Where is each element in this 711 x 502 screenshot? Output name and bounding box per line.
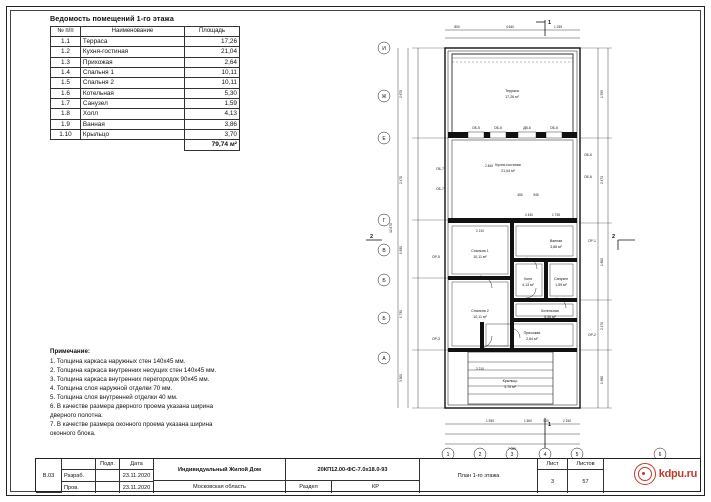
svg-text:2: 2 (478, 452, 482, 458)
room-label-wc: Санузел (554, 277, 568, 281)
opening-tag: ОР-2 (588, 333, 596, 337)
listov-label: Листов (568, 459, 604, 470)
table-row (51, 99, 240, 109)
dim-left: 2 470 (399, 176, 403, 184)
note-item: оконного блока. (50, 429, 96, 437)
row-area: 10,11 (185, 67, 240, 77)
row-area: 10,11 (185, 78, 240, 88)
object-name: Индивидуальный Жилой Дом (154, 459, 286, 481)
room-area-hall: 4,13 м² (522, 283, 534, 287)
row-name: Холл (80, 109, 184, 119)
date-header: Дата (120, 459, 154, 470)
table-header-row (51, 27, 240, 37)
dim-left: 3 300 (399, 374, 403, 382)
listov-value: 57 (568, 470, 604, 493)
section-mark-2-left: 2 (370, 234, 374, 240)
row-no: 1.5 (51, 78, 81, 88)
dim-bottom: 500 (543, 419, 549, 423)
schedule-title: Ведомость помещений 1-го этажа (50, 14, 174, 23)
sign-prov (96, 482, 120, 493)
row-name: Санузел (80, 99, 184, 109)
opening-tag: ОБ-5 (494, 126, 502, 130)
dim-top: 1 235 (554, 25, 562, 29)
svg-text:Б: Б (382, 278, 386, 284)
section-mark-1-bottom: 1 (548, 422, 552, 428)
note-item: 6. В качестве размера дверного проема указана ширина (50, 402, 214, 410)
notes-list (50, 358, 300, 439)
table-row (51, 119, 240, 129)
table-row (51, 36, 240, 46)
row-name: Спальня 1 (80, 67, 184, 77)
dim-inner: 2 430 (525, 213, 533, 217)
svg-text:3: 3 (510, 452, 514, 458)
floor-plan (360, 18, 690, 458)
room-area-porch: 3,70 м² (504, 385, 516, 389)
row-area: 2,64 (185, 57, 240, 67)
svg-text:Г: Г (382, 218, 386, 224)
svg-text:5: 5 (575, 452, 579, 458)
project-code: 20КП12.00-ФС-7.0х18.0-93 (286, 459, 420, 481)
room-label-kitchen: Кухня-гостиная (495, 163, 521, 167)
header-name: Наименование (80, 27, 184, 37)
role-razrab: Разраб. (62, 470, 96, 482)
svg-text:Б: Б (382, 316, 386, 322)
dim-left: 1 630 (399, 246, 403, 254)
room-label-boiler: Котельная (541, 309, 559, 313)
row-no: 1.4 (51, 67, 81, 77)
dim-left: 2 670 (399, 90, 403, 98)
table-row (51, 78, 240, 88)
opening-tag: ОР-5 (432, 255, 440, 259)
row-area: 17,26 (185, 36, 240, 46)
row-no: 1.2 (51, 47, 81, 57)
row-name: Терраса (80, 36, 184, 46)
svg-text:Ж: Ж (381, 94, 387, 100)
row-area: 3,86 (185, 119, 240, 129)
sheet-title: План 1-го этажа (420, 459, 538, 493)
room-area-kitchen: 21,04 м² (501, 169, 515, 173)
row-no: 1.8 (51, 109, 81, 119)
section-mark-2-right: 2 (612, 234, 616, 240)
date-razrab: 23.11.2020 (120, 470, 154, 482)
svg-text:4: 4 (543, 452, 547, 458)
room-schedule (50, 14, 240, 151)
opening-tag: ДВ-6 (523, 126, 531, 130)
dim-left-total: 12 670 (389, 223, 393, 233)
table-row (51, 47, 240, 57)
row-area: 21,04 (185, 47, 240, 57)
row-no: 1.9 (51, 119, 81, 129)
row-name: Прихожая (80, 57, 184, 67)
title-block (35, 458, 701, 492)
dim-top: 800 (454, 25, 460, 29)
row-name: Ванная (80, 119, 184, 129)
opening-tag: ОБ-7 (436, 167, 444, 171)
dim-right: 2 470 (600, 322, 604, 330)
table-row (51, 88, 240, 98)
section-value: КР (332, 481, 420, 493)
svg-text:6: 6 (658, 452, 662, 458)
floor-plan-svg (360, 18, 690, 458)
dim-bottom: 1 500 (524, 419, 532, 423)
stage-cell: В.03 (36, 459, 62, 493)
header-area: Площадь (185, 27, 240, 37)
logo-mark-icon (634, 463, 656, 485)
room-label-bath: Ванная (549, 239, 563, 243)
room-label-hall: Холл (523, 277, 533, 281)
note-item: дверного полотна. (50, 411, 103, 419)
svg-text:А: А (382, 356, 386, 362)
row-no: 1.7 (51, 99, 81, 109)
room-area-bath: 3,86 м² (550, 245, 562, 249)
room-area-terrace: 17,26 м² (505, 95, 519, 99)
row-no: 1.6 (51, 88, 81, 98)
row-name: Крыльцо (80, 130, 184, 140)
list-value: 3 (538, 470, 568, 493)
dim-inner: 2 210 (476, 367, 484, 371)
header-spacer (62, 459, 96, 470)
row-name: Спальня 2 (80, 78, 184, 88)
row-area: 5,30 (185, 88, 240, 98)
room-label-porch: Крыльцо (502, 379, 518, 383)
podp-header: Подп. (96, 459, 120, 470)
logo-text: kdpu.ru (658, 468, 697, 480)
dim-inner: 2 210 (476, 229, 484, 233)
opening-tag: ОР-3 (432, 337, 440, 341)
dim-inner: 1 735 (552, 213, 560, 217)
table-row (51, 130, 240, 140)
row-no: 1.1 (51, 36, 81, 46)
table-row (51, 57, 240, 67)
notes-block (50, 348, 300, 439)
dim-bottom: 1 530 (486, 419, 494, 423)
row-area: 3,70 (185, 130, 240, 140)
room-label-bed1: Спальня 1 (471, 249, 489, 253)
dim-inner: 945 (533, 193, 539, 197)
dim-right: 1 535 (600, 90, 604, 98)
object-region: Московская область (154, 481, 286, 493)
room-label-bed2: Спальня 2 (471, 309, 489, 313)
row-name: Котельная (80, 88, 184, 98)
section-label: Раздел (286, 481, 332, 493)
svg-text:1: 1 (446, 452, 450, 458)
opening-tag: ОБ-7 (436, 187, 444, 191)
note-item: 1. Толщина каркаса наружных стен 140х45 мм. (50, 357, 186, 365)
total-spacer-1 (51, 140, 81, 151)
logo-cell (604, 459, 701, 493)
role-prov: Пров. (62, 482, 96, 493)
room-area-bed1: 10,11 м² (473, 255, 487, 259)
opening-tag: ОР-1 (588, 239, 596, 243)
table-total-row (51, 140, 240, 151)
room-bathroom (516, 226, 573, 256)
total-spacer-2 (80, 140, 184, 151)
brand-logo[interactable] (634, 463, 697, 485)
date-prov: 23.11.2020 (120, 482, 154, 493)
table-row (51, 67, 240, 77)
table-row (51, 109, 240, 119)
room-area-entrance: 2,64 м² (526, 337, 538, 341)
room-area-bed2: 10,11 м² (473, 315, 487, 319)
dim-bottom: 2 150 (563, 419, 571, 423)
row-no: 1.3 (51, 57, 81, 67)
note-item: 4. Толщина слоя наружной отделки 70 мм. (50, 384, 173, 392)
notes-title: Примечание: (50, 348, 90, 355)
svg-text:В: В (382, 248, 386, 254)
room-entrance (486, 324, 573, 346)
room-label-entrance: Прихожая (523, 331, 541, 335)
list-label: Лист (538, 459, 568, 470)
note-item: 3. Толщина каркаса внутренних перегородок 90х45 мм. (50, 375, 210, 383)
total-area: 79,74 м² (185, 140, 240, 151)
header-no: № п/п (51, 27, 81, 37)
opening-tag: ОБ-6 (584, 175, 592, 179)
note-item: 2. Толщина каркаса внутренних несущих стен 140х45 мм. (50, 366, 217, 374)
dim-top: 4 640 (506, 25, 514, 29)
room-area-boiler: 5,30 м² (544, 315, 556, 319)
row-name: Кухня-гостиная (80, 47, 184, 57)
svg-text:И: И (382, 46, 386, 52)
row-area: 4,13 (185, 109, 240, 119)
dim-bottom-total: 7 000 (508, 447, 516, 451)
dim-inner: 2 465 (485, 164, 493, 168)
dim-right: 1 800 (600, 258, 604, 266)
room-label-terrace: Терраса (505, 89, 519, 93)
schedule-table (50, 26, 240, 151)
dim-left: 1 730 (399, 310, 403, 318)
opening-tag: ОБ-6 (584, 153, 592, 157)
section-mark-1-top: 1 (548, 20, 552, 26)
row-area: 1,59 (185, 99, 240, 109)
dim-right: 1 980 (600, 376, 604, 384)
note-item: 7. В качестве размера оконного проема указана ширина (50, 420, 213, 428)
dim-right: 2 470 (600, 176, 604, 184)
room-area-wc: 1,59 м² (555, 283, 567, 287)
row-no: 1.10 (51, 130, 81, 140)
note-item: 5. Толщина слоя внутренней отделки 40 мм. (50, 393, 178, 401)
dim-inner: 450 (517, 193, 523, 197)
opening-tag: ОБ-5 (550, 126, 558, 130)
opening-tag: ОБ-5 (472, 126, 480, 130)
room-kitchen-living (452, 140, 573, 220)
sign-razrab (96, 470, 120, 482)
svg-text:Е: Е (382, 136, 386, 142)
